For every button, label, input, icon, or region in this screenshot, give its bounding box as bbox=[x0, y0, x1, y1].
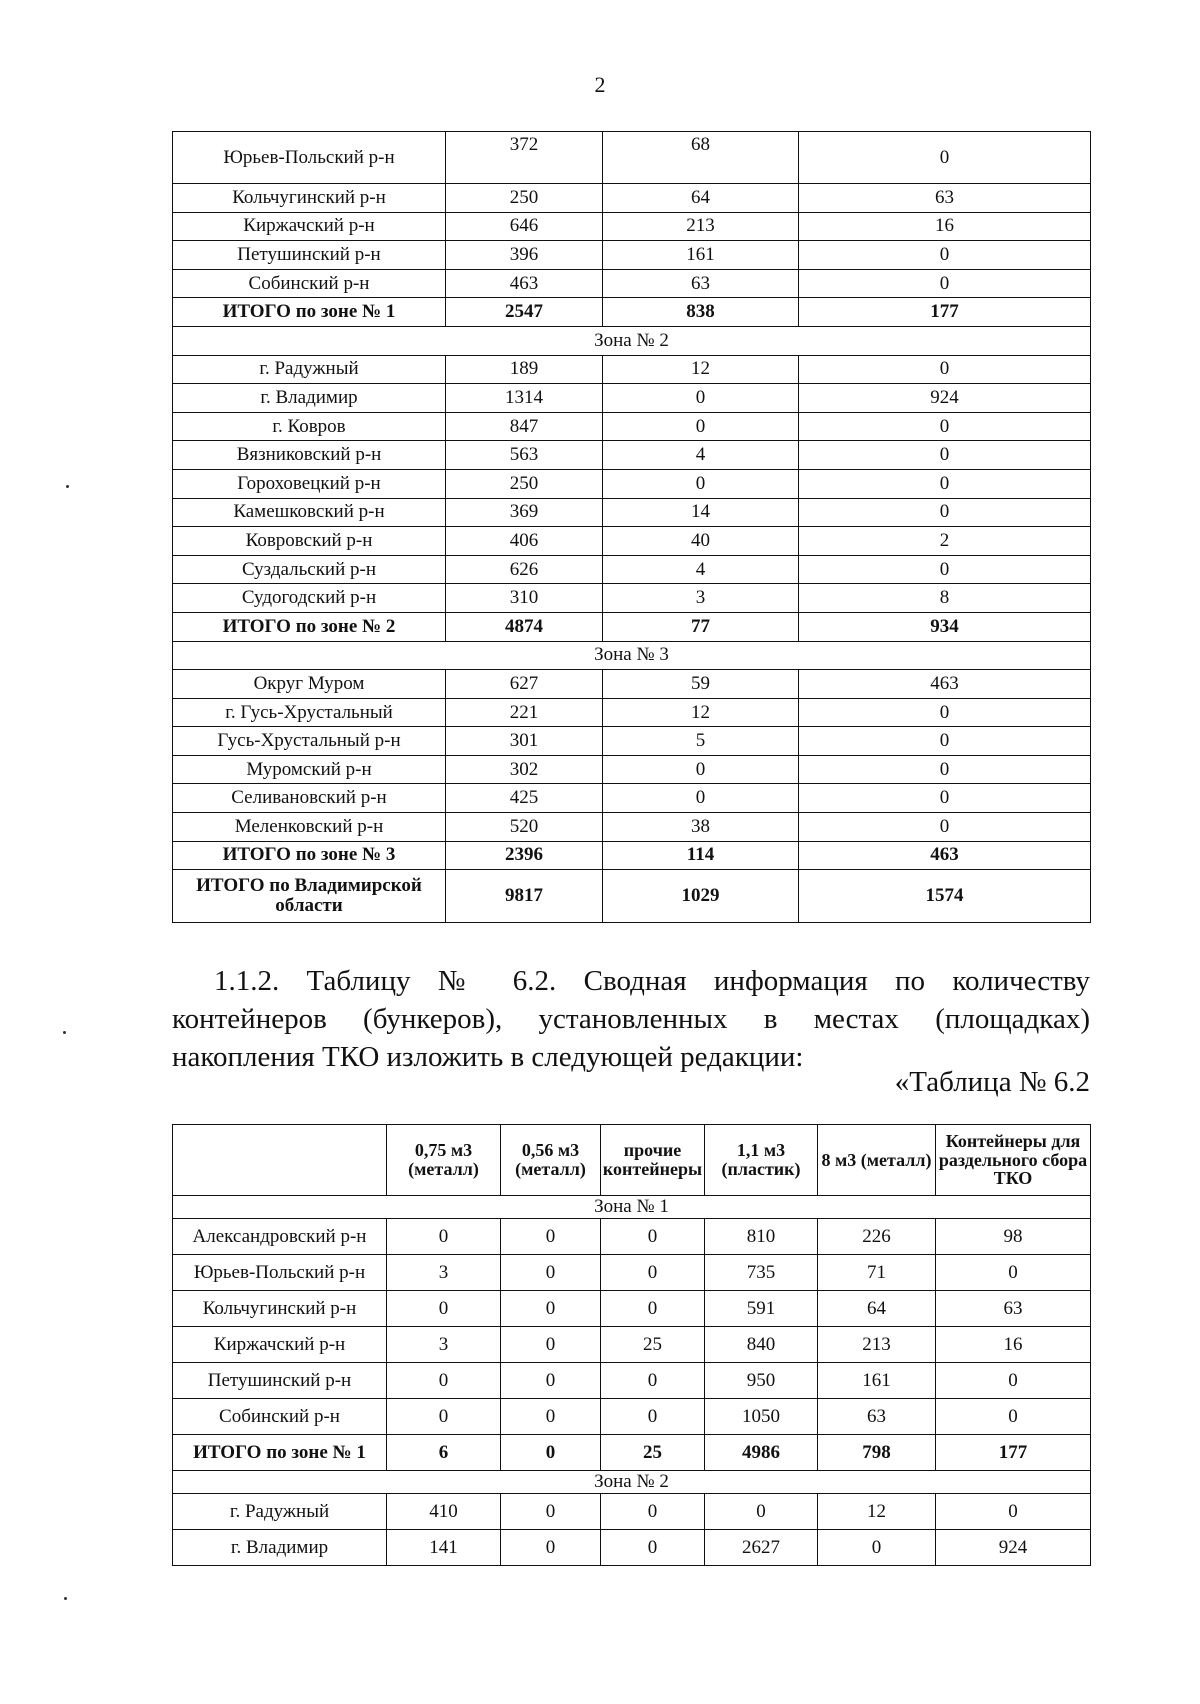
column-header bbox=[173, 1125, 387, 1196]
district-name-cell: ИТОГО по зоне № 1 bbox=[173, 298, 446, 327]
value-cell: 0 bbox=[799, 269, 1091, 298]
zone-label: Зона № 2 bbox=[173, 326, 1091, 355]
district-name-cell: Ковровский р-н bbox=[173, 527, 446, 556]
value-cell: 0 bbox=[799, 555, 1091, 584]
value-cell: 463 bbox=[799, 670, 1091, 699]
value-cell: 1050 bbox=[705, 1399, 818, 1435]
value-cell: 12 bbox=[818, 1494, 936, 1530]
value-cell: 0 bbox=[799, 241, 1091, 270]
value-cell: 369 bbox=[446, 498, 603, 527]
value-cell: 520 bbox=[446, 813, 603, 842]
district-name-cell: Кольчугинский р-н bbox=[173, 184, 446, 213]
value-cell: 0 bbox=[601, 1219, 705, 1255]
value-cell: 2 bbox=[799, 527, 1091, 556]
value-cell: 310 bbox=[446, 584, 603, 613]
table-row bbox=[173, 212, 1091, 241]
value-cell: 0 bbox=[799, 498, 1091, 527]
table-row bbox=[173, 584, 1091, 613]
amendment-paragraph: 1.1.2. Таблицу № 6.2. Сводная информация по количеству контейнеров (бункеров), установленных в местах (площадках) накопления ТКО изложить в следующей редакции: bbox=[172, 965, 1090, 1073]
value-cell: 934 bbox=[799, 612, 1091, 641]
value-cell: 25 bbox=[601, 1435, 705, 1471]
value-cell: 0 bbox=[936, 1255, 1091, 1291]
value-cell: 950 bbox=[705, 1363, 818, 1399]
district-name-cell: г. Владимир bbox=[173, 1530, 387, 1566]
table-row bbox=[173, 1219, 1091, 1255]
value-cell: 0 bbox=[501, 1291, 601, 1327]
value-cell: 0 bbox=[601, 1399, 705, 1435]
table-row bbox=[173, 498, 1091, 527]
value-cell: 12 bbox=[603, 355, 799, 384]
table-6-2-containers bbox=[172, 1124, 1091, 1566]
value-cell: 302 bbox=[446, 755, 603, 784]
value-cell: 68 bbox=[603, 132, 799, 184]
value-cell: 410 bbox=[387, 1494, 501, 1530]
value-cell: 59 bbox=[603, 670, 799, 699]
value-cell: 0 bbox=[799, 698, 1091, 727]
value-cell: 591 bbox=[705, 1291, 818, 1327]
scan-speck bbox=[64, 1597, 67, 1600]
value-cell: 838 bbox=[603, 298, 799, 327]
value-cell: 38 bbox=[603, 813, 799, 842]
value-cell: 0 bbox=[601, 1291, 705, 1327]
value-cell: 177 bbox=[936, 1435, 1091, 1471]
value-cell: 798 bbox=[818, 1435, 936, 1471]
value-cell: 0 bbox=[799, 412, 1091, 441]
value-cell: 0 bbox=[601, 1255, 705, 1291]
table-row bbox=[173, 784, 1091, 813]
value-cell: 1314 bbox=[446, 384, 603, 413]
table-row bbox=[173, 241, 1091, 270]
table-row bbox=[173, 698, 1091, 727]
table-row bbox=[173, 1494, 1091, 1530]
value-cell: 463 bbox=[799, 841, 1091, 870]
value-cell: 63 bbox=[603, 269, 799, 298]
value-cell: 1029 bbox=[603, 870, 799, 923]
district-name-cell: Собинский р-н bbox=[173, 269, 446, 298]
total-row bbox=[173, 870, 1091, 923]
value-cell: 64 bbox=[603, 184, 799, 213]
column-header: Контейнеры для раздельного сбора ТКО bbox=[936, 1125, 1091, 1196]
district-name-cell: Кольчугинский р-н bbox=[173, 1291, 387, 1327]
table-row bbox=[173, 269, 1091, 298]
value-cell: 2396 bbox=[446, 841, 603, 870]
district-name-cell: ИТОГО по Владимирской области bbox=[173, 870, 446, 923]
district-name-cell: Селивановский р-н bbox=[173, 784, 446, 813]
value-cell: 213 bbox=[818, 1327, 936, 1363]
value-cell: 0 bbox=[601, 1363, 705, 1399]
value-cell: 372 bbox=[446, 132, 603, 184]
value-cell: 301 bbox=[446, 727, 603, 756]
page-number: 2 bbox=[594, 72, 606, 97]
value-cell: 2547 bbox=[446, 298, 603, 327]
total-row bbox=[173, 841, 1091, 870]
value-cell: 0 bbox=[387, 1399, 501, 1435]
value-cell: 3 bbox=[387, 1327, 501, 1363]
value-cell: 0 bbox=[601, 1494, 705, 1530]
value-cell: 563 bbox=[446, 441, 603, 470]
district-name-cell: Судогодский р-н bbox=[173, 584, 446, 613]
value-cell: 3 bbox=[387, 1255, 501, 1291]
value-cell: 161 bbox=[818, 1363, 936, 1399]
column-header: 0,75 м3 (металл) bbox=[387, 1125, 501, 1196]
value-cell: 0 bbox=[501, 1494, 601, 1530]
district-name-cell: Юрьев-Польский р-н bbox=[173, 1255, 387, 1291]
value-cell: 4 bbox=[603, 441, 799, 470]
value-cell: 626 bbox=[446, 555, 603, 584]
district-name-cell: г. Владимир bbox=[173, 384, 446, 413]
district-name-cell: Собинский р-н bbox=[173, 1399, 387, 1435]
district-name-cell: Петушинский р-н bbox=[173, 241, 446, 270]
value-cell: 16 bbox=[936, 1327, 1091, 1363]
zone-header-row bbox=[173, 326, 1091, 355]
value-cell: 924 bbox=[936, 1530, 1091, 1566]
district-name-cell: Александровский р-н bbox=[173, 1219, 387, 1255]
value-cell: 0 bbox=[603, 412, 799, 441]
value-cell: 0 bbox=[501, 1435, 601, 1471]
table-row bbox=[173, 1327, 1091, 1363]
column-header: прочие контейнеры bbox=[601, 1125, 705, 1196]
value-cell: 0 bbox=[799, 813, 1091, 842]
value-cell: 735 bbox=[705, 1255, 818, 1291]
value-cell: 114 bbox=[603, 841, 799, 870]
value-cell: 0 bbox=[936, 1399, 1091, 1435]
value-cell: 250 bbox=[446, 469, 603, 498]
scan-speck bbox=[66, 485, 69, 488]
total-row bbox=[173, 298, 1091, 327]
zone-header-row bbox=[173, 1196, 1091, 1219]
zone-label: Зона № 2 bbox=[173, 1471, 1091, 1494]
district-name-cell: Гусь-Хрустальный р-н bbox=[173, 727, 446, 756]
value-cell: 0 bbox=[387, 1291, 501, 1327]
district-name-cell: г. Радужный bbox=[173, 355, 446, 384]
district-name-cell: Вязниковский р-н bbox=[173, 441, 446, 470]
value-cell: 63 bbox=[799, 184, 1091, 213]
value-cell: 8 bbox=[799, 584, 1091, 613]
district-name-cell: Меленковский р-н bbox=[173, 813, 446, 842]
value-cell: 0 bbox=[603, 384, 799, 413]
table-row bbox=[173, 555, 1091, 584]
value-cell: 98 bbox=[936, 1219, 1091, 1255]
value-cell: 71 bbox=[818, 1255, 936, 1291]
table-row bbox=[173, 1291, 1091, 1327]
zone-header-row bbox=[173, 641, 1091, 670]
table-row bbox=[173, 441, 1091, 470]
table-row bbox=[173, 813, 1091, 842]
value-cell: 840 bbox=[705, 1327, 818, 1363]
value-cell: 0 bbox=[501, 1255, 601, 1291]
value-cell: 425 bbox=[446, 784, 603, 813]
total-row bbox=[173, 612, 1091, 641]
value-cell: 3 bbox=[603, 584, 799, 613]
value-cell: 0 bbox=[936, 1363, 1091, 1399]
table-row bbox=[173, 1530, 1091, 1566]
table-row bbox=[173, 727, 1091, 756]
value-cell: 1574 bbox=[799, 870, 1091, 923]
value-cell: 0 bbox=[501, 1363, 601, 1399]
value-cell: 40 bbox=[603, 527, 799, 556]
value-cell: 213 bbox=[603, 212, 799, 241]
value-cell: 16 bbox=[799, 212, 1091, 241]
table-6-1-continuation bbox=[172, 131, 1091, 923]
zone-header-row bbox=[173, 1471, 1091, 1494]
value-cell: 0 bbox=[799, 355, 1091, 384]
value-cell: 0 bbox=[799, 784, 1091, 813]
column-header: 1,1 м3 (пластик) bbox=[705, 1125, 818, 1196]
table-row bbox=[173, 132, 1091, 184]
value-cell: 226 bbox=[818, 1219, 936, 1255]
zone-label: Зона № 1 bbox=[173, 1196, 1091, 1219]
value-cell: 6 bbox=[387, 1435, 501, 1471]
district-name-cell: Суздальский р-н bbox=[173, 555, 446, 584]
table-row bbox=[173, 1363, 1091, 1399]
value-cell: 64 bbox=[818, 1291, 936, 1327]
value-cell: 63 bbox=[818, 1399, 936, 1435]
district-name-cell: Юрьев-Польский р-н bbox=[173, 132, 446, 184]
table-row bbox=[173, 755, 1091, 784]
value-cell: 924 bbox=[799, 384, 1091, 413]
column-header: 8 м3 (металл) bbox=[818, 1125, 936, 1196]
value-cell: 0 bbox=[603, 784, 799, 813]
value-cell: 0 bbox=[601, 1530, 705, 1566]
value-cell: 25 bbox=[601, 1327, 705, 1363]
value-cell: 0 bbox=[501, 1399, 601, 1435]
scan-speck bbox=[63, 1031, 66, 1034]
zone-label: Зона № 3 bbox=[173, 641, 1091, 670]
district-name-cell: г. Радужный bbox=[173, 1494, 387, 1530]
value-cell: 5 bbox=[603, 727, 799, 756]
value-cell: 0 bbox=[501, 1219, 601, 1255]
district-name-cell: Петушинский р-н bbox=[173, 1363, 387, 1399]
value-cell: 0 bbox=[799, 755, 1091, 784]
value-cell: 0 bbox=[799, 441, 1091, 470]
value-cell: 4986 bbox=[705, 1435, 818, 1471]
district-name-cell: Округ Муром bbox=[173, 670, 446, 699]
table-6-2-caption: «Таблица № 6.2 bbox=[894, 1066, 1090, 1098]
district-name-cell: Гороховецкий р-н bbox=[173, 469, 446, 498]
value-cell: 0 bbox=[818, 1530, 936, 1566]
district-name-cell: ИТОГО по зоне № 3 bbox=[173, 841, 446, 870]
table-row bbox=[173, 1399, 1091, 1435]
value-cell: 0 bbox=[936, 1494, 1091, 1530]
table-row bbox=[173, 412, 1091, 441]
value-cell: 646 bbox=[446, 212, 603, 241]
district-name-cell: г. Гусь-Хрустальный bbox=[173, 698, 446, 727]
district-name-cell: Киржачский р-н bbox=[173, 212, 446, 241]
value-cell: 141 bbox=[387, 1530, 501, 1566]
value-cell: 4874 bbox=[446, 612, 603, 641]
value-cell: 0 bbox=[603, 469, 799, 498]
column-header: 0,56 м3 (металл) bbox=[501, 1125, 601, 1196]
district-name-cell: ИТОГО по зоне № 1 bbox=[173, 1435, 387, 1471]
value-cell: 463 bbox=[446, 269, 603, 298]
table-row bbox=[173, 355, 1091, 384]
value-cell: 2627 bbox=[705, 1530, 818, 1566]
district-name-cell: ИТОГО по зоне № 2 bbox=[173, 612, 446, 641]
table-row bbox=[173, 469, 1091, 498]
value-cell: 221 bbox=[446, 698, 603, 727]
header-row bbox=[173, 1125, 1091, 1196]
table-row bbox=[173, 184, 1091, 213]
value-cell: 0 bbox=[387, 1219, 501, 1255]
value-cell: 0 bbox=[501, 1327, 601, 1363]
value-cell: 189 bbox=[446, 355, 603, 384]
value-cell: 14 bbox=[603, 498, 799, 527]
value-cell: 0 bbox=[705, 1494, 818, 1530]
value-cell: 406 bbox=[446, 527, 603, 556]
value-cell: 0 bbox=[799, 469, 1091, 498]
value-cell: 77 bbox=[603, 612, 799, 641]
district-name-cell: г. Ковров bbox=[173, 412, 446, 441]
value-cell: 0 bbox=[501, 1530, 601, 1566]
value-cell: 627 bbox=[446, 670, 603, 699]
value-cell: 847 bbox=[446, 412, 603, 441]
table-row bbox=[173, 384, 1091, 413]
table-row bbox=[173, 670, 1091, 699]
value-cell: 0 bbox=[799, 132, 1091, 184]
value-cell: 250 bbox=[446, 184, 603, 213]
table-row bbox=[173, 527, 1091, 556]
value-cell: 0 bbox=[603, 755, 799, 784]
value-cell: 177 bbox=[799, 298, 1091, 327]
total-row bbox=[173, 1435, 1091, 1471]
value-cell: 396 bbox=[446, 241, 603, 270]
table-row bbox=[173, 1255, 1091, 1291]
district-name-cell: Киржачский р-н bbox=[173, 1327, 387, 1363]
value-cell: 810 bbox=[705, 1219, 818, 1255]
district-name-cell: Камешковский р-н bbox=[173, 498, 446, 527]
value-cell: 161 bbox=[603, 241, 799, 270]
value-cell: 9817 bbox=[446, 870, 603, 923]
value-cell: 12 bbox=[603, 698, 799, 727]
district-name-cell: Муромский р-н bbox=[173, 755, 446, 784]
value-cell: 4 bbox=[603, 555, 799, 584]
value-cell: 0 bbox=[387, 1363, 501, 1399]
value-cell: 0 bbox=[799, 727, 1091, 756]
value-cell: 63 bbox=[936, 1291, 1091, 1327]
